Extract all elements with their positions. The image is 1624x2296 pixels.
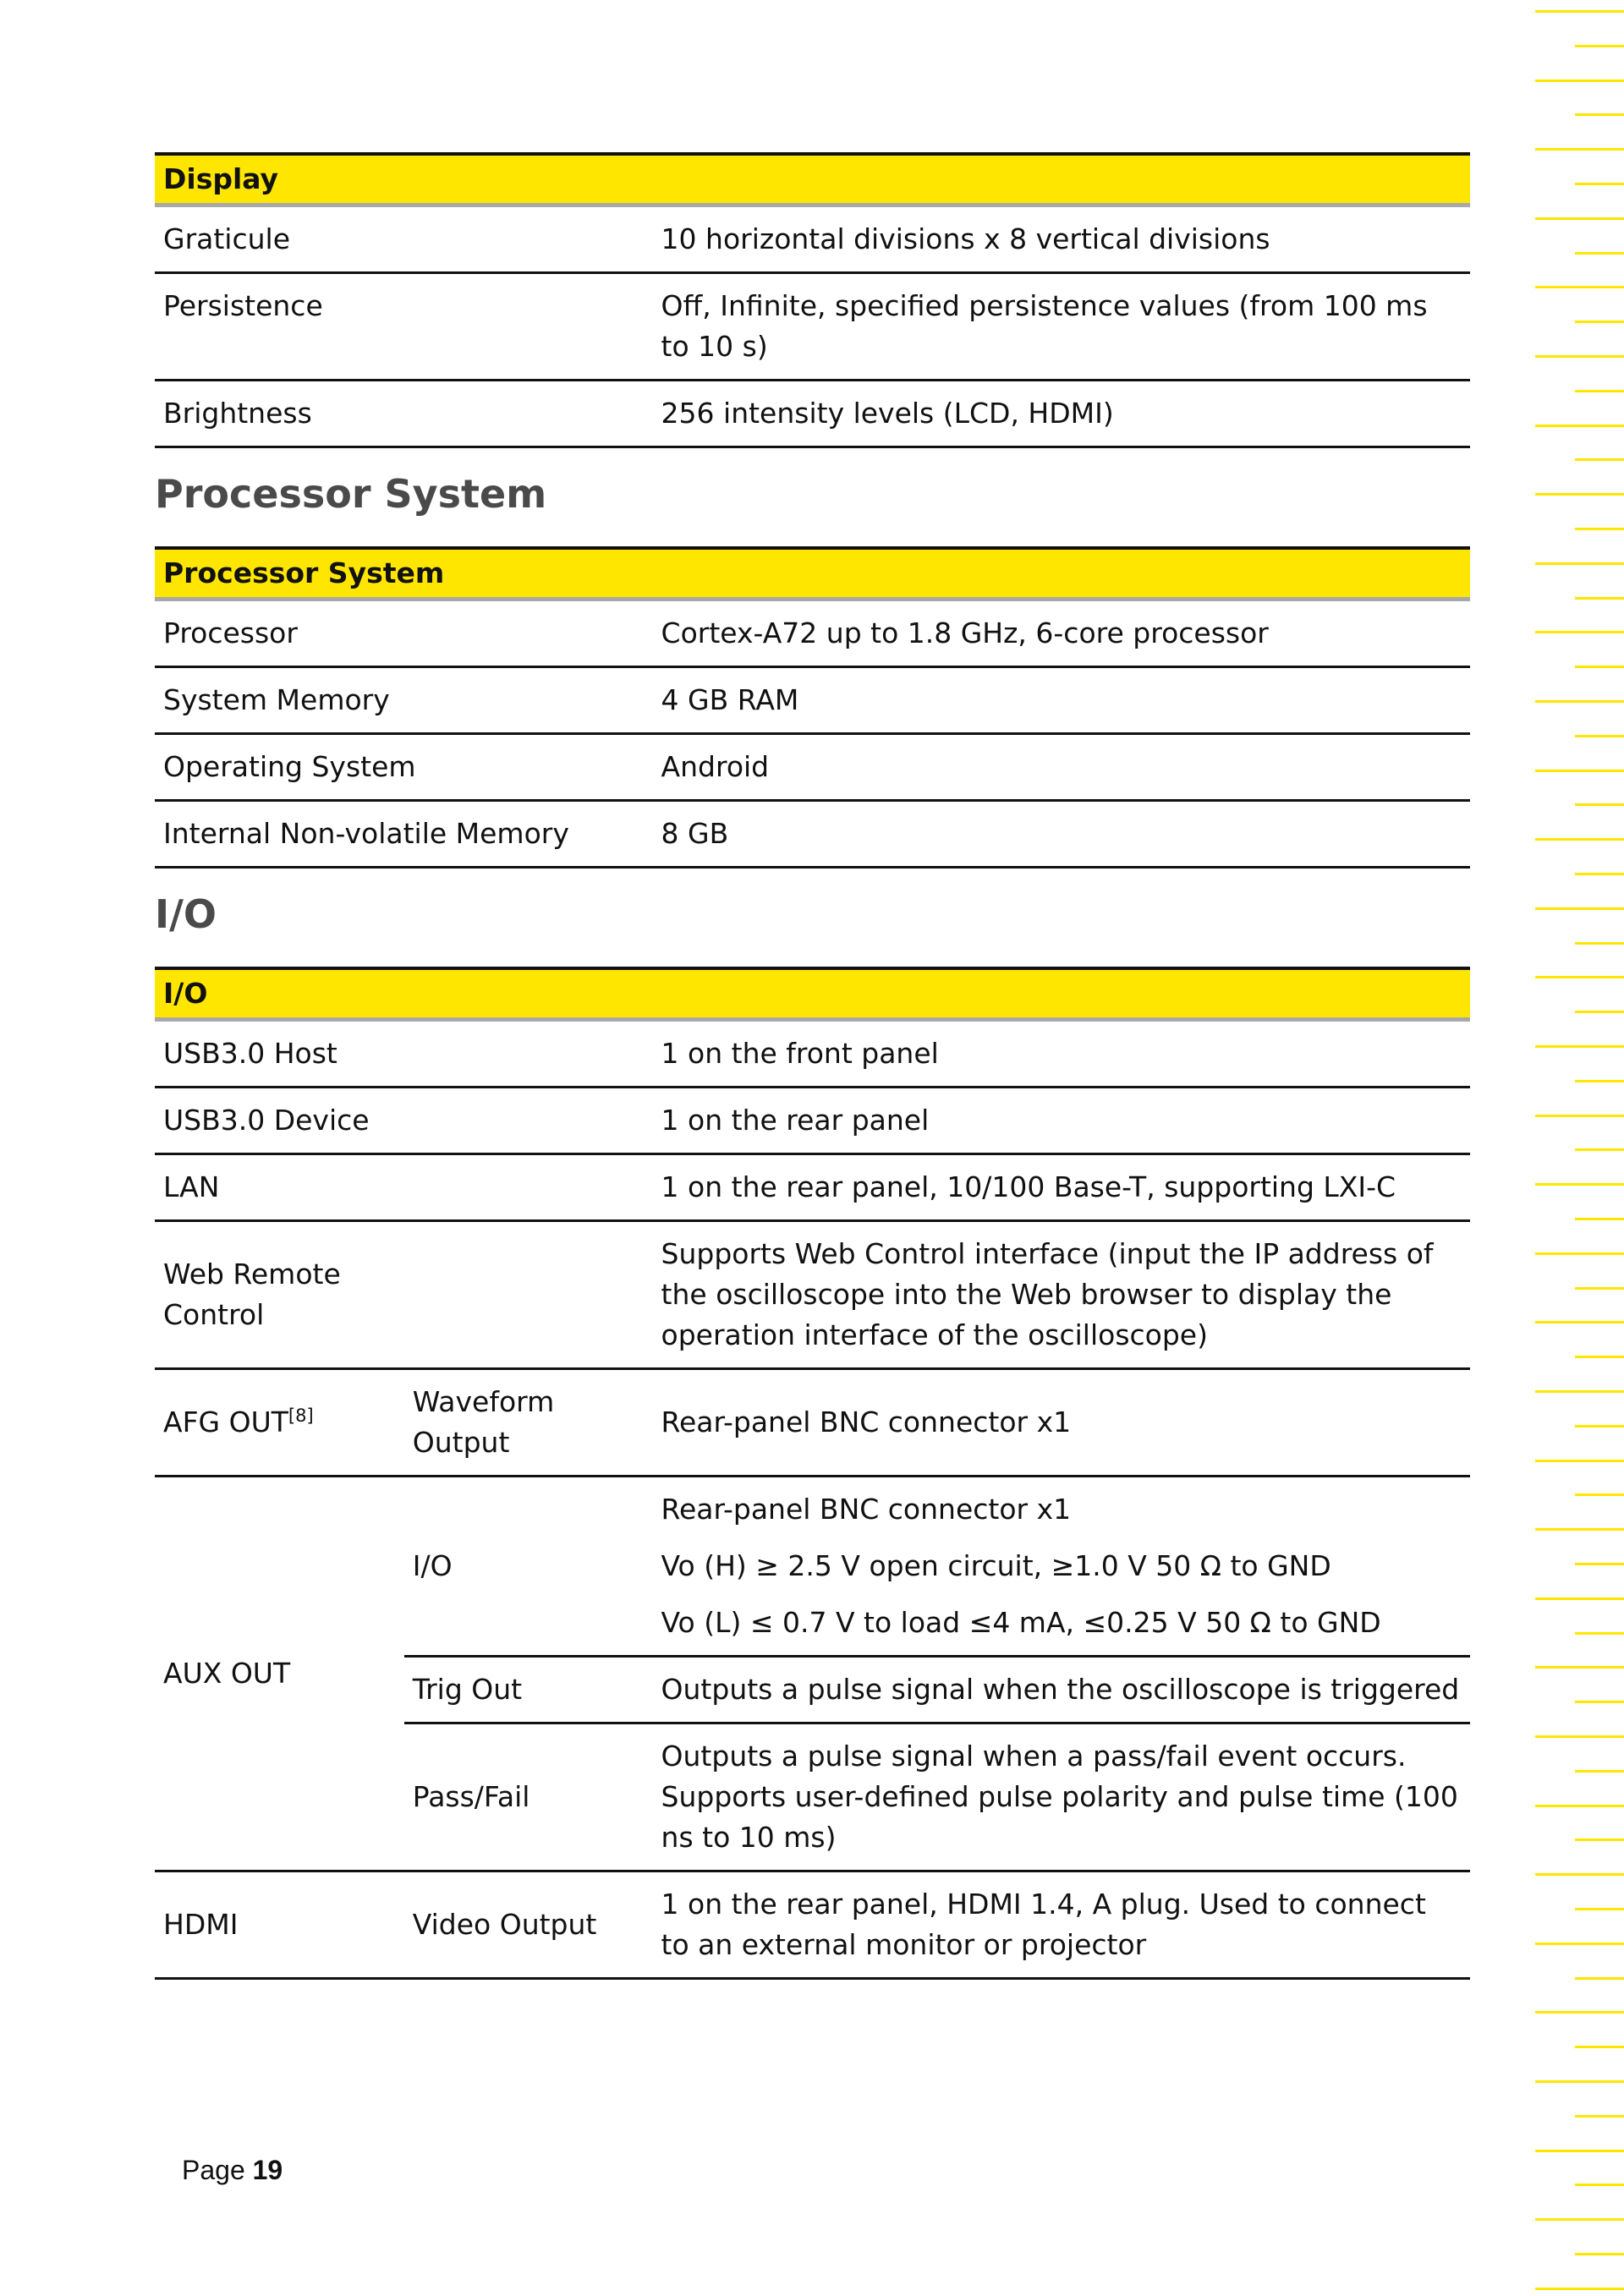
stripe-line [1535, 631, 1624, 633]
stripe-line [1575, 1632, 1624, 1635]
stripe-line [1575, 1493, 1624, 1496]
footnote-ref: [8] [288, 1406, 314, 1426]
stripe-line [1575, 2184, 1624, 2186]
stripe-line [1535, 1183, 1624, 1186]
row-label: Operating System [155, 734, 653, 801]
stripe-line [1535, 2150, 1624, 2152]
stripe-line [1575, 113, 1624, 116]
stripe-line [1535, 148, 1624, 151]
row-label [155, 1221, 653, 1369]
processor-header: Processor System [155, 548, 1470, 600]
row-value: Android [653, 734, 1470, 801]
row-value: Supports Web Control interface (input the IP address of the oscilloscope into the Web browser to display the operation interface of the oscilloscope) [653, 1221, 1470, 1369]
stripe-line [1575, 390, 1624, 392]
table-row [155, 667, 1470, 734]
row-value: 10 horizontal divisions x 8 vertical divisions [653, 205, 1470, 273]
row-label: Internal Non-volatile Memory [155, 801, 653, 868]
stripe-line [1575, 2115, 1624, 2118]
afg-label: AFG OUT [163, 1406, 288, 1438]
stripe-line [1535, 1390, 1624, 1393]
stripe-line [1575, 183, 1624, 185]
row-sublabel: Pass/Fail [404, 1723, 653, 1871]
stripe-line [1575, 666, 1624, 668]
row-value: 1 on the rear panel, 10/100 Base-T, supporting LXI-C [653, 1154, 1470, 1221]
stripe-line [1535, 1460, 1624, 1462]
value-line: Vo (L) ≤ 0.7 V to load ≤4 mA, ≤0.25 V 50 Ω to GND [661, 1606, 1381, 1639]
stripe-line [1535, 1115, 1624, 1117]
stripe-line [1535, 1805, 1624, 1807]
stripe-line [1575, 528, 1624, 530]
stripe-line [1535, 1597, 1624, 1600]
stripe-line [1535, 1252, 1624, 1255]
stripe-line [1575, 45, 1624, 47]
stripe-line [1535, 1528, 1624, 1531]
page-number: 19 [252, 2155, 283, 2185]
table-row [155, 1221, 1470, 1369]
row-label: LAN [155, 1154, 653, 1221]
row-label: HDMI [155, 1871, 404, 1979]
stripe-line [1575, 1908, 1624, 1910]
stripe-line [1575, 1218, 1624, 1220]
row-value: 1 on the rear panel, HDMI 1.4, A plug. Used to connect to an external monitor or projector [653, 1871, 1470, 1979]
row-label: Processor [155, 600, 653, 667]
stripe-line [1575, 1356, 1624, 1358]
stripe-line [1535, 425, 1624, 427]
stripe-line [1575, 1563, 1624, 1565]
row-label: AUX OUT [155, 1477, 404, 1871]
row-label: Graticule [155, 205, 653, 273]
value-line: Vo (H) ≥ 2.5 V open circuit, ≥1.0 V 50 Ω to GND [661, 1549, 1331, 1582]
table-row [155, 1871, 1470, 1979]
table-row [155, 1477, 1470, 1657]
stripe-line [1535, 2080, 1624, 2083]
stripe-line [1535, 2011, 1624, 2014]
row-value: Outputs a pulse signal when the oscilloscope is triggered [653, 1657, 1470, 1723]
table-row [155, 734, 1470, 801]
row-label: Brightness [155, 381, 653, 447]
section-title: I/O [155, 891, 217, 937]
table-row [155, 273, 1470, 381]
stripe-line [1535, 10, 1624, 13]
page-label: Page [182, 2155, 245, 2185]
row-value: Cortex-A72 up to 1.8 GHz, 6-core processor [653, 600, 1470, 667]
web-label: Web Remote Control [163, 1258, 341, 1331]
table-row [155, 205, 1470, 273]
stripe-line [1535, 79, 1624, 82]
table-row [155, 1088, 1470, 1154]
stripe-line [1575, 458, 1624, 461]
display-header: Display [155, 154, 1470, 205]
table-row [155, 1154, 1470, 1221]
stripe-line [1535, 1735, 1624, 1738]
display-table [155, 152, 1470, 448]
stripe-line [1575, 873, 1624, 875]
stripe-line [1535, 562, 1624, 565]
row-sublabel: I/O [404, 1477, 653, 1657]
processor-table [155, 546, 1470, 869]
stripe-line [1535, 838, 1624, 841]
stripe-line [1575, 2046, 1624, 2048]
stripe-line [1575, 321, 1624, 323]
stripe-line [1535, 1045, 1624, 1048]
stripe-line [1535, 1666, 1624, 1669]
row-value: Outputs a pulse signal when a pass/fail event occurs. Supports user-defined pulse polarity and pulse time (100 ns to 10 ms) [653, 1723, 1470, 1871]
stripe-line [1535, 907, 1624, 910]
stripe-line [1535, 976, 1624, 978]
stripe-line [1535, 286, 1624, 288]
stripe-line [1535, 355, 1624, 358]
stripe-line [1535, 1873, 1624, 1876]
stripe-line [1575, 1080, 1624, 1082]
table-row [155, 600, 1470, 667]
row-label: USB3.0 Host [155, 1020, 653, 1088]
row-sublabel: Waveform Output [404, 1369, 653, 1477]
table-row [155, 1020, 1470, 1088]
stripe-line [1575, 1148, 1624, 1151]
stripe-line [1575, 597, 1624, 600]
stripe-line [1575, 735, 1624, 737]
stripe-line [1535, 493, 1624, 496]
row-value: 1 on the front panel [653, 1020, 1470, 1088]
stripe-line [1575, 942, 1624, 945]
table-header [155, 548, 1470, 600]
value-line: Rear-panel BNC connector x1 [661, 1493, 1072, 1526]
row-label: USB3.0 Device [155, 1088, 653, 1154]
row-sublabel: Video Output [404, 1871, 653, 1979]
stripe-line [1575, 1287, 1624, 1290]
row-value: 4 GB RAM [653, 667, 1470, 734]
stripe-line [1535, 2218, 1624, 2221]
stripe-line [1535, 1943, 1624, 1945]
stripe-line [1575, 803, 1624, 806]
row-value: 8 GB [653, 801, 1470, 868]
row-value: 1 on the rear panel [653, 1088, 1470, 1154]
row-label: Persistence [155, 273, 653, 381]
table-row [155, 801, 1470, 868]
row-sublabel: Trig Out [404, 1657, 653, 1723]
stripe-line [1575, 2253, 1624, 2255]
stripe-line [1535, 700, 1624, 703]
io-table [155, 967, 1470, 1980]
page-footer [182, 2155, 283, 2186]
decorative-edge-stripes [1529, 0, 1624, 2296]
stripe-line [1575, 1425, 1624, 1427]
section-title: Processor System [155, 471, 547, 517]
table-row [155, 1369, 1470, 1477]
table-row [155, 381, 1470, 447]
stripe-line [1575, 252, 1624, 255]
row-label: System Memory [155, 667, 653, 734]
row-value [653, 1477, 1470, 1657]
row-value: Rear-panel BNC connector x1 [653, 1369, 1470, 1477]
table-header [155, 154, 1470, 205]
stripe-line [1575, 1011, 1624, 1013]
stripe-line [1535, 1321, 1624, 1323]
stripe-line [1575, 1701, 1624, 1703]
spec-page [155, 152, 1470, 1980]
row-value: 256 intensity levels (LCD, HDMI) [653, 381, 1470, 447]
io-header: I/O [155, 968, 1470, 1020]
stripe-line [1535, 2288, 1624, 2290]
row-label [155, 1369, 404, 1477]
stripe-line [1575, 1977, 1624, 1980]
row-value: Off, Infinite, specified persistence values (from 100 ms to 10 s) [653, 273, 1470, 381]
stripe-line [1575, 1770, 1624, 1773]
stripe-line [1535, 217, 1624, 220]
stripe-line [1535, 770, 1624, 772]
stripe-line [1575, 1838, 1624, 1841]
table-header [155, 968, 1470, 1020]
